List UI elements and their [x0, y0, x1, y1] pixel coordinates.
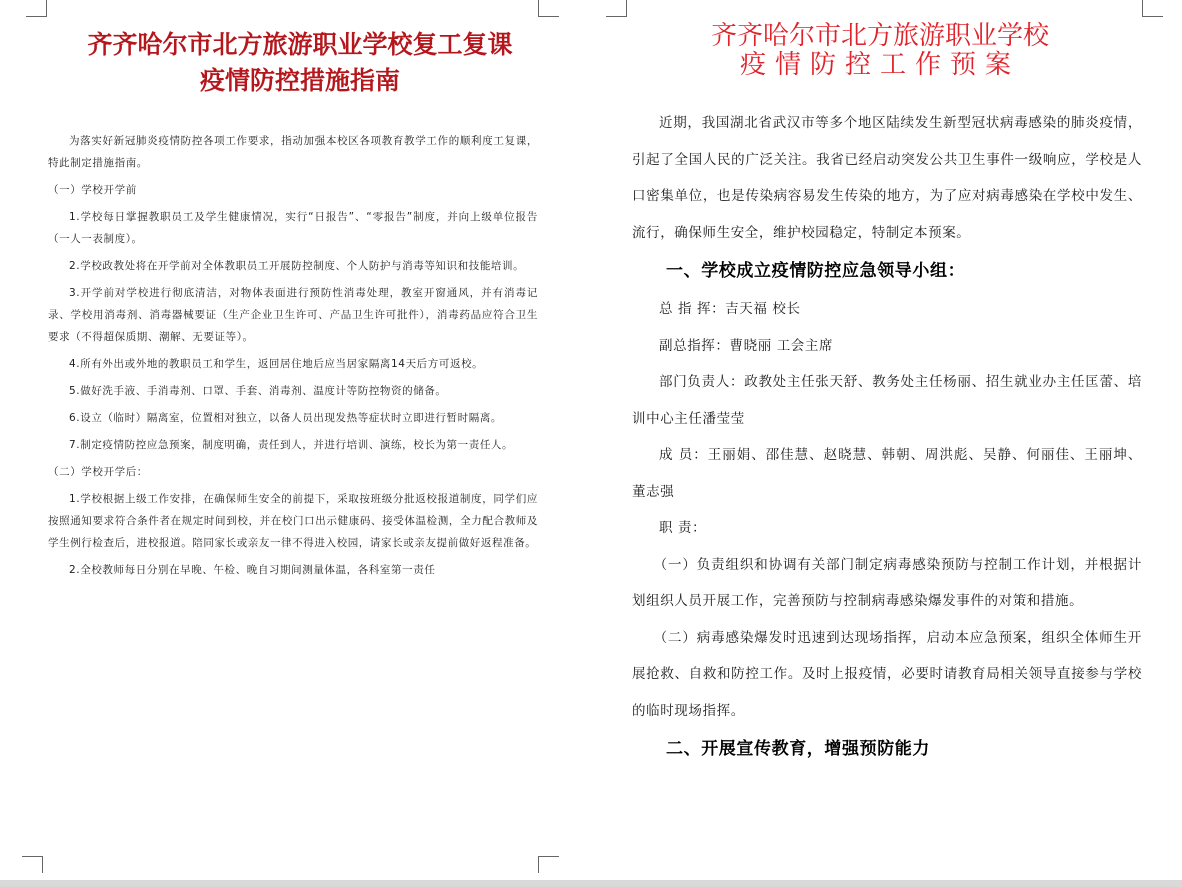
left-section1-item: 1.学校每日掌握教职员工及学生健康情况，实行“日报告”、“零报告”制度，并向上级单位报告（一人一表制度）。	[48, 211, 538, 245]
left-section1-item: 5.做好洗手液、手消毒剂、口罩、手套、消毒剂、温度计等防控物资的储备。	[69, 385, 447, 397]
right-intro-paragraph: 近期，我国湖北省武汉市等多个地区陆续发生新型冠状病毒感染的肺炎疫情，引起了全国人民的广泛关注。我省已经启动突发公共卫生事件一级响应，学校是人口密集单位，也是传染病容易发生传染的地方，为了应对病毒感染在学校中发生、流行，确保师生安全，维护校园稳定，特制定本预案。	[632, 115, 1142, 241]
department-heads: 部门负责人：政教处主任张天舒、教务处主任杨丽、招生就业办主任匡蕾、培训中心主任潘莹莹	[632, 374, 1142, 427]
crop-mark-top-left	[606, 0, 627, 17]
left-section2-item: 1.学校根据上级工作安排，在确保师生安全的前提下，采取按班级分批返校报道制度，同学们应按照通知要求符合条件者在规定时间到校，并在校门口出示健康码、接受体温检测，全力配合教师及学生例行检查后，进校报道。陪同家长或亲友一律不得进入校园，请家长或亲友提前做好返程准备。	[48, 493, 538, 549]
crop-mark-bottom-right	[538, 856, 559, 873]
left-section1-item: 6.设立（临时）隔离室，位置相对独立，以备人员出现发热等症状时立即进行暂时隔离。	[69, 412, 503, 424]
duties-label: 职 责：	[659, 520, 707, 536]
right-page-title-line2: 疫情防控工作预案	[739, 50, 1020, 80]
left-section1-heading: （一）学校开学前	[48, 184, 137, 196]
right-heading-2: 二、开展宣传教育，增强预防能力	[666, 739, 930, 759]
right-heading-1: 一、学校成立疫情防控应急领导小组：	[666, 261, 966, 281]
crop-mark-top-right	[538, 0, 559, 17]
left-intro-paragraph: 为落实好新冠肺炎疫情防控各项工作要求，指动加强本校区各项教育教学工作的顺利度工复课，特此制定措施指南。	[48, 135, 538, 169]
duty-item-1: （一）负责组织和协调有关部门制定病毒感染预防与控制工作计划，并根据计划组织人员开展工作，完善预防与控制病毒感染爆发事件的对策和措施。	[632, 556, 1142, 609]
left-section1-item: 7.制定疫情防控应急预案，制度明确，责任到人，并进行培训、演练，校长为第一责任人。	[69, 439, 514, 451]
right-page-title-line1: 齐齐哈尔市北方旅游职业学校	[710, 21, 1049, 51]
crop-mark-top-left	[26, 0, 47, 17]
left-section2-heading: （二）学校开学后：	[48, 466, 148, 478]
left-page-title-line2: 疫情防控措施指南	[199, 66, 400, 95]
crop-mark-top-right	[1142, 0, 1163, 17]
leader-chief: 总 指 挥：吉天福 校长	[659, 301, 801, 317]
duty-item-2: （二）病毒感染爆发时迅速到达现场指挥，启动本应急预案，组织全体师生开展抢救、自救和防控工作。及时上报疫情，必要时请教育局相关领导直接参与学校的临时现场指挥。	[632, 629, 1142, 719]
left-section1-item: 3.开学前对学校进行彻底清洁，对物体表面进行预防性消毒处理，教室开窗通风，并有消毒记录、学校用消毒剂、消毒器械要证（生产企业卫生许可、产品卫生许可批件），消毒药品应符合卫生要求（不得超保质期、潮解、无要证等）。	[48, 287, 538, 343]
crop-mark-bottom-left	[22, 856, 43, 873]
left-page-body	[48, 130, 538, 586]
left-section2-item: 2.全校教师每日分别在早晚、午检、晚自习期间测量体温，各科室第一责任	[69, 564, 436, 576]
leader-deputy: 副总指挥：曹晓丽 工会主席	[659, 337, 834, 354]
window-bottom-bar	[0, 880, 1182, 887]
right-page-body	[632, 105, 1142, 769]
left-section1-item: 4.所有外出或外地的教职员工和学生，返回居住地后应当居家隔离14天后方可返校。	[69, 358, 484, 370]
left-page-title-line1: 齐齐哈尔市北方旅游职业学校复工复课	[87, 30, 513, 59]
left-section1-item: 2.学校政教处将在开学前对全体教职员工开展防控制度、个人防护与消毒等知识和技能培训。	[69, 260, 525, 272]
members-list: 成 员：王丽娟、邵佳慧、赵晓慧、韩朝、周洪彪、吴静、何丽佳、王丽坤、董志强	[632, 447, 1142, 500]
right-page-title	[620, 22, 1140, 80]
